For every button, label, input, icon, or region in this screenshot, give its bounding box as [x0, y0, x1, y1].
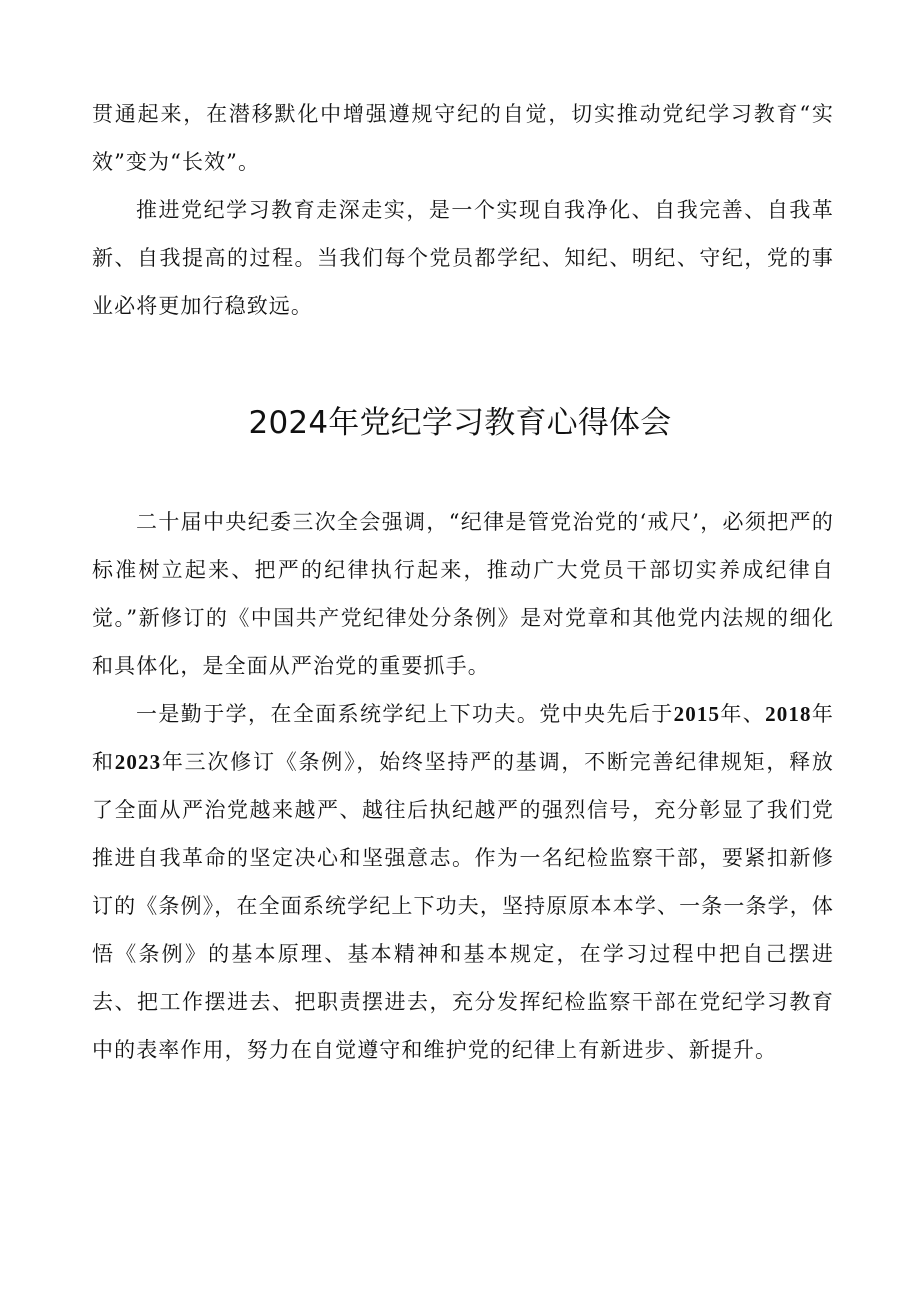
- point-one-text-c: 年和: [92, 702, 834, 774]
- year-2015: 2015: [673, 702, 721, 726]
- point-one-text-a: 一是勤于学，在全面系统学纪上下功夫。党中央先后于: [136, 702, 674, 726]
- paragraph-point-one: [92, 690, 834, 1074]
- year-2018: 2018: [765, 702, 812, 726]
- document-title: 2024年党纪学习教育心得体会: [248, 405, 672, 441]
- paragraph-intro: 二十届中央纪委三次全会强调，“纪律是管党治党的‘戒尺’，必须把严的标准树立起来、把严的纪律执行起来，推动广大党员干部切实养成纪律自觉。”新修订的《中国共产党纪律处分条例》是对党章和其他党内法规的细化和具体化，是全面从严治党的重要抓手。: [92, 510, 834, 678]
- paragraph-continuation: 贯通起来，在潜移默化中增强遵规守纪的自觉，切实推动党纪学习教育“实效”变为“长效”。: [92, 102, 834, 174]
- point-one-text-d: 年三次修订《条例》，始终坚持严的基调，不断完善纪律规矩，释放了全面从严治党越来越严、越往后执纪越严的强烈信号，充分彰显了我们党推进自我革命的坚定决心和坚强意志。作为一名纪检监察干部，要紧扣新修订的《条例》，在全面系统学纪上下功夫，坚持原原本本学、一条一条学，体悟《条例》的基本原理、基本精神和基本规定，在学习过程中把自己摆进去、把工作摆进去、把职责摆进去，充分发挥纪检监察干部在党纪学习教育中的表率作用，努力在自觉遵守和维护党的纪律上有新进步、新提升。: [92, 750, 834, 1062]
- point-one-text-b: 年、: [720, 702, 766, 726]
- paragraph-conclusion: 推进党纪学习教育走深走实，是一个实现自我净化、自我完善、自我革新、自我提高的过程。当我们每个党员都学纪、知纪、明纪、守纪，党的事业必将更加行稳致远。: [92, 198, 834, 318]
- year-2023: 2023: [114, 750, 162, 774]
